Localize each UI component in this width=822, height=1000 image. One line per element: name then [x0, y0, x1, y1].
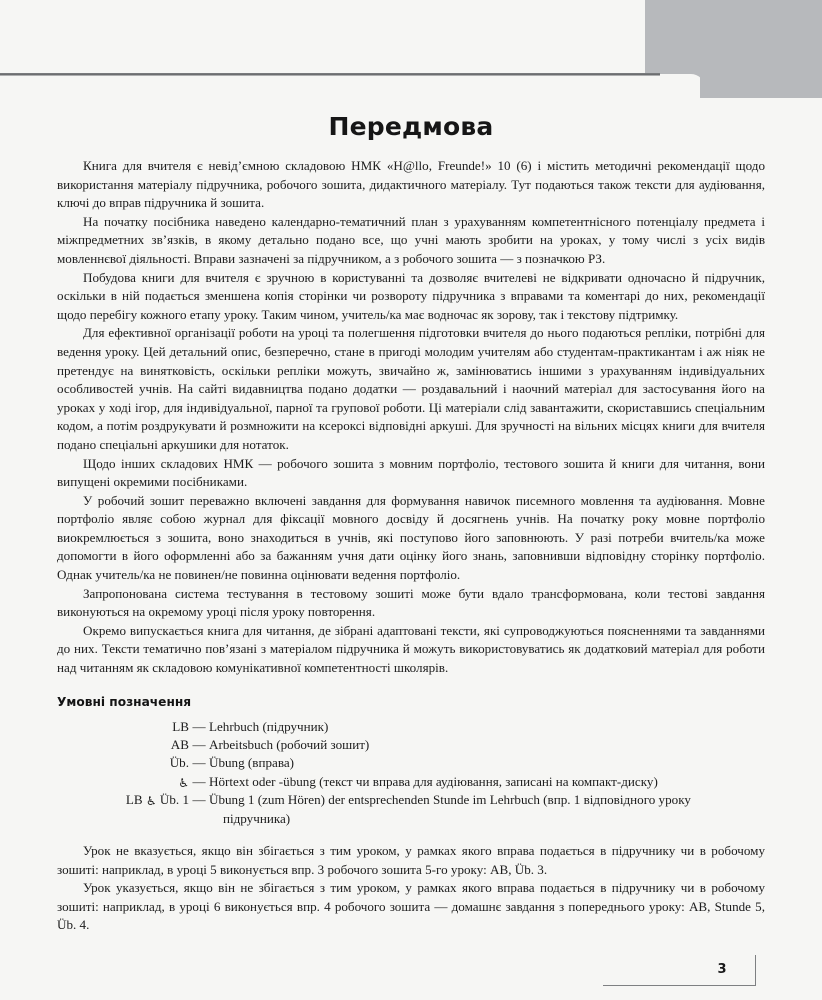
legend-key: Üb.: [169, 755, 189, 771]
page-number: 3: [717, 962, 727, 977]
legend-table: [57, 718, 765, 828]
paragraph: Побудова книги для вчителя є зручною в користуванні та дозволяє вчителеві не відкривати одночасно й підручник, оскільки в ній подається зменшена копія сторінки чи розвороту підручника з вправами та коментарі до них, рекомендації щодо перебігу кожного етапу уроку. Таким чином, учитель/ка має водночас як зорову, так і текстову підтримку.: [57, 269, 765, 322]
legend-value-line2: підручника): [223, 810, 291, 826]
legend-dash: —: [192, 737, 206, 753]
legend-value: Lehrbuch (підручник): [209, 718, 329, 734]
legend-dash: —: [192, 755, 206, 771]
body-paragraphs: [57, 157, 765, 678]
legend-row: [57, 773, 765, 791]
paragraph: Урок не вказується, якщо він збігається з тим уроком, у рамках якого вправа подається в підручнику чи в робочому зошиті: наприклад, в уроці 5 виконується впр. 3 робочого зошита 5-го уроку: AB, Üb. 3.: [57, 843, 765, 877]
paragraph: Для ефективної організації роботи на уроці та полегшення підготовки вчителя до нього подаються репліки, потрібні для ведення уроку. Цей детальний опис, безперечно, стане в пригоді молодим учителям або студентам-практикантам і аж ніяк не претендує на винятковість, оскільки репліки можуть, звичайно ж, замінюватись іншими з урахуванням індивідуальних особливостей учнів. На сайті видавництва подано додатки — роздавальний і наочний матеріал для застосування його на уроках у ході ігор, для індивідуальної, парної та групової роботи. Ці матеріали слід завантажити, скориставшись спеціальним кодом, а потім роздрукувати й розмножити на ксероксі відповідні аркуші. Для зручності на вільних місцях книги для вчителя подано спеціальні аркушики для нотаток.: [57, 325, 765, 452]
paragraph: Урок указується, якщо він не збігається з тим уроком, у рамках якого вправа подається в підручнику чи в робочому зошиті: наприклад, в уроці 6 виконується впр. 4 робочого зошита — домашнє завдання з попереднього уроку: AB, Stunde 5, Üb. 4.: [57, 880, 765, 933]
headphone-icon: ♿: [178, 775, 189, 790]
legend-value: Übung (вправа): [209, 755, 295, 771]
tail-paragraphs: [57, 842, 765, 935]
legend-dash: —: [192, 718, 206, 734]
paragraph: У робочий зошит переважно включені завдання для формування навичок писемного мовлення та аудіювання. Мовне портфоліо являє собою журнал для фіксації мовного досвіду й досягнень учнів. На початку року мовне портфоліо виокремлюється з зошита, воно знаходиться в учнів, які поступово його заповнюють. У разі потреби вчитель/ка може допомогти в його оформленні або за бажанням учня дати оцінку його знань, заповнивши відповідну сторінку портфоліо. Однак учитель/ка не повинен/не повинна оцінювати ведення портфоліо.: [57, 492, 765, 583]
legend-key-ub: Üb. 1: [159, 792, 189, 808]
legend-key-headphone: [57, 773, 189, 791]
footer-vertical-rule: [755, 955, 756, 986]
paragraph: Окремо випускається книга для читання, де зібрані адаптовані тексти, які супроводжуються поясненнями та завданнями до них. Тексти тематично пов’язані з матеріалом підручника й можуть використовуватись як додатковий матеріал для роботи над читанням як складовою комунікативної компетентності школярів.: [57, 622, 765, 676]
legend-dash: —: [192, 792, 206, 808]
paragraph: Книга для вчителя є невід’ємною складовою НМК «H@llo, Freunde!» 10 (6) і містить методичні рекомендації щодо використання матеріалу підручника, робочого зошита, дидактичного матеріалу. Тут подаються також тексти для аудіювання, ключі до вправ підручника й зошита.: [57, 158, 765, 211]
legend-row: [57, 736, 765, 754]
legend-value: Hörtext oder -übung (текст чи вправа для аудіювання, записані на компакт-диску): [209, 773, 658, 789]
footer-horizontal-rule: [603, 985, 756, 986]
legend-value: Arbeitsbuch (робочий зошит): [209, 737, 370, 753]
page-title: Передмова: [328, 112, 494, 141]
legend-row: [57, 718, 765, 736]
legend-heading: Умовні позначення: [57, 694, 192, 709]
paragraph: На початку посібника наведено календарно-тематичний план з урахуванням компетентнісного потенціалу предмета і міжпредметних зв’язків, в якому детально подано все, що учні мають зробити на уроках, у тому числі з усіх видів мовленнєвої діяльності. Вправи зазначені за підручником, а з робочого зошита — з позначкою РЗ.: [57, 213, 765, 266]
legend-dash: —: [192, 773, 206, 789]
legend-key: LB: [172, 718, 189, 734]
legend-row: [57, 754, 765, 772]
paragraph: Запропонована система тестування в тестовому зошиті може бути вдало трансформована, коли тестові завдання виконуються на окремому уроці після уроку повторення.: [57, 585, 765, 620]
paragraph: Щодо інших складових НМК — робочого зошита з мовним портфоліо, тестового зошита й книги для читання, вони випущені окремими посібниками.: [57, 455, 765, 490]
legend-key-composite: [57, 791, 189, 828]
legend-key: AB: [170, 737, 189, 753]
legend-value: [209, 791, 765, 828]
legend-key-lb: LB: [125, 792, 143, 808]
legend-row: [57, 791, 765, 828]
headphone-icon: ♿: [145, 794, 157, 809]
legend-value-line1: Übung 1 (zum Hören) der entsprechenden Stunde im Lehrbuch (впр. 1 відповідного уроку: [209, 792, 691, 808]
